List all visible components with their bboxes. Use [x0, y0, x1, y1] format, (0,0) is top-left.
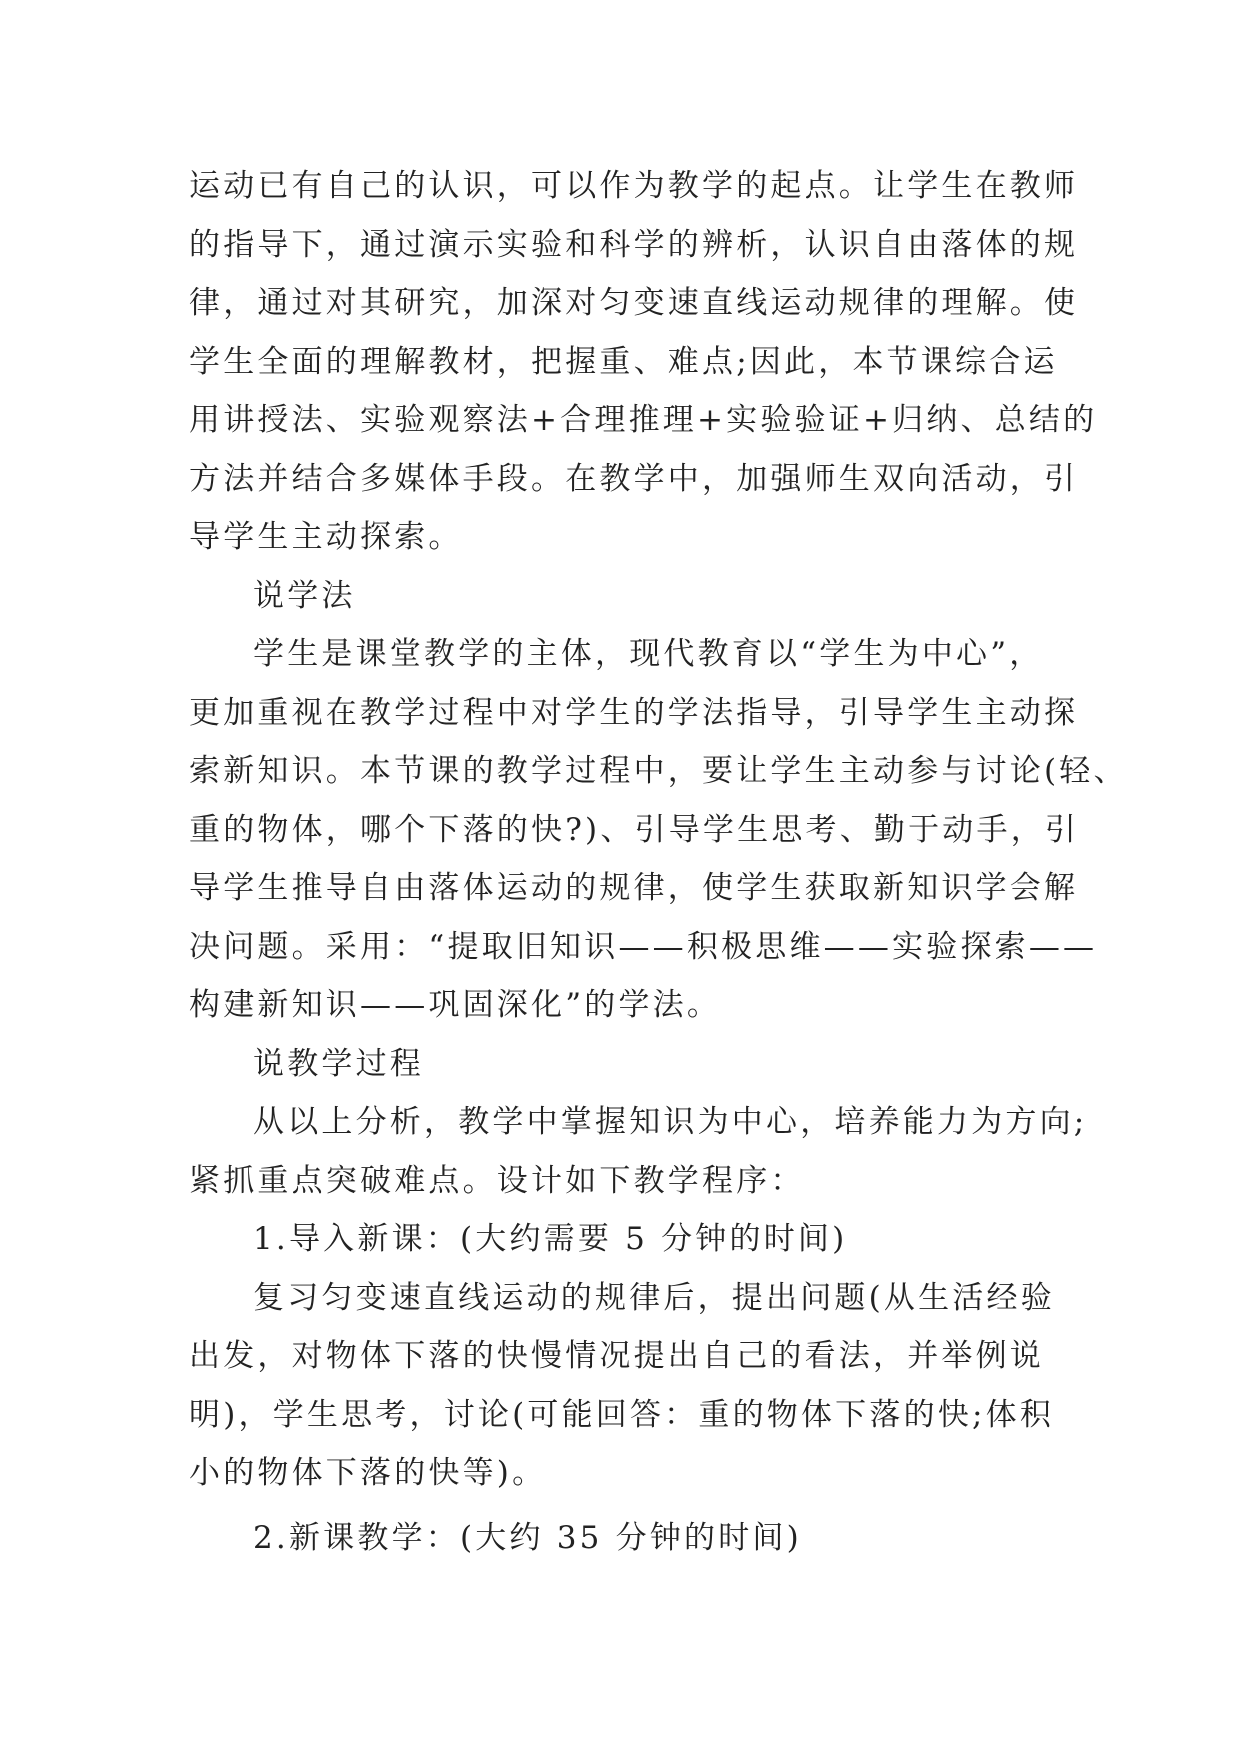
- text-line: 运动已有自己的认识，可以作为教学的起点。让学生在教师: [189, 168, 1079, 204]
- paragraph: [189, 1093, 1088, 1210]
- step-text: 2.新课教学：(大约 35 分钟的时间): [253, 1519, 802, 1556]
- text-line: 方法并结合多媒体手段。在教学中，加强师生双向活动，引: [189, 460, 1079, 497]
- text-line: 决问题。采用：“提取旧知识——积极思维——实验探索——: [189, 928, 1098, 965]
- text-line: 索新知识。本节课的教学过程中，要让学生主动参与讨论(轻、: [189, 753, 1128, 789]
- text-line: 律，通过对其研究，加深对匀变速直线运动规律的理解。使: [189, 285, 1079, 321]
- paragraph: [189, 625, 1128, 1035]
- text-line: 重的物体，哪个下落的快?)、引导学生思考、勤于动手，引: [189, 811, 1080, 848]
- section-heading-learning-method: [189, 567, 1051, 626]
- text-line: 从以上分析，教学中掌握知识为中心，培养能力为方向;: [253, 1104, 1088, 1140]
- text-line: 更加重视在教学过程中对学生的学法指导，引导学生主动探: [189, 694, 1079, 731]
- text-line: 小的物体下落的快等)。: [189, 1455, 547, 1491]
- text-line: 导学生推导自由落体运动的规律，使学生获取新知识学会解: [189, 870, 1079, 906]
- text-line: 用讲授法、实验观察法+合理推理+实验验证+归纳、总结的: [189, 402, 1098, 438]
- text-line: 出发，对物体下落的快慢情况提出自己的看法，并举例说: [189, 1338, 1044, 1374]
- step-text: 1.导入新课：(大约需要 5 分钟的时间): [253, 1221, 848, 1257]
- text-line: 紧抓重点突破难点。设计如下教学程序：: [189, 1162, 805, 1199]
- text-line: 构建新知识——巩固深化”的学法。: [189, 987, 722, 1023]
- heading-text: 说学法: [253, 577, 356, 614]
- paragraph: [189, 1269, 1055, 1503]
- text-line: 学生全面的理解教材，把握重、难点;因此，本节课综合运: [189, 343, 1058, 380]
- document-body: [189, 157, 1128, 1567]
- step-item: [189, 1210, 1051, 1269]
- step-item: [189, 1509, 1051, 1568]
- text-line: 的指导下，通过演示实验和科学的辨析，认识自由落体的规: [189, 226, 1079, 263]
- text-line: 明)，学生思考，讨论(可能回答：重的物体下落的快;体积: [189, 1396, 1055, 1433]
- paragraph: [189, 157, 1098, 567]
- text-line: 学生是课堂教学的主体，现代教育以“学生为中心”，: [253, 636, 1044, 672]
- section-heading-teaching-process: [189, 1035, 1051, 1094]
- text-line: 复习匀变速直线运动的规律后，提出问题(从生活经验: [253, 1279, 1055, 1316]
- text-line: 导学生主动探索。: [189, 519, 463, 555]
- heading-text: 说教学过程: [253, 1045, 424, 1082]
